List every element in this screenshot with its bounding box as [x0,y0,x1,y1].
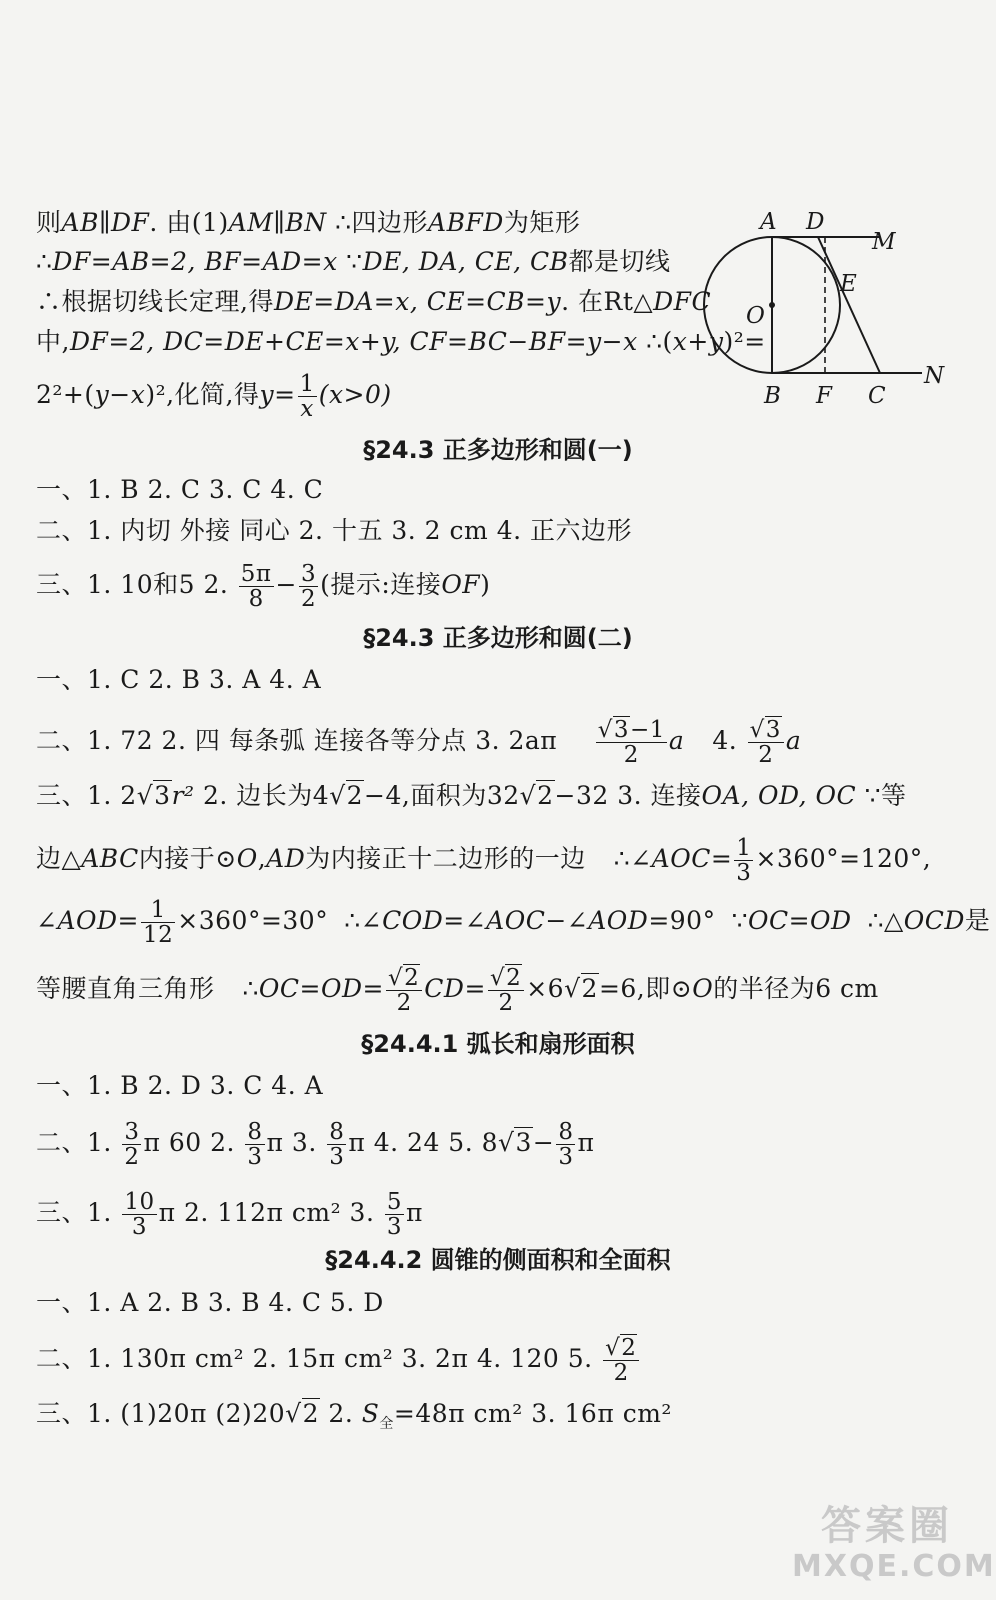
s3-part-two: 二、1. $\frac{3}{2}$ π 60 2. $\frac{8}{3}$ π 3. $\frac{8}{3}$ π 4. 24 5. 8√3− $\frac{8}{3}$ π [36,1119,595,1170]
s4-part-three: 三、1. (1)20π (2)20√2 2. $S_全=48\pi$ cm² 3. 16π cm² [36,1399,672,1432]
fraction: $\frac{8}{3}$ [329,1119,345,1170]
proof-line-5: 2²+(y−x)²,化简,得y= $\frac{1}{x}$ (x>0) [36,371,392,422]
proof-line-2: ∴DF=AB=2, BF=AD=x ∵DE, DA, CE, CB都是切线 [36,247,671,276]
center-point [769,302,775,308]
label-n: N [924,363,945,389]
s2-part-three-line-4: 等腰直角三角形 ∴OC=OD= $\frac{√2}{2}$ CD= $\frac{√2}{2}$ ×6√2=6,即⊙O的半径为6 cm [36,965,879,1016]
section-title-24-3-1: §24.3 正多边形和圆(一) [363,436,633,464]
fraction: $\frac{5}{3}$ [386,1189,402,1240]
s4-part-two: 二、1. 130π cm² 2. 15π cm² 3. 2π 4. 120 5. $\frac{√2}{2}$ [36,1336,641,1385]
s2-part-two: 二、1. 72 2. 四 每条弧 连接各等分点 3. 2aπ $\frac{√3-1}{2}$ a 4. $\frac{√3}{2}$ a [36,717,802,768]
s1-part-three: 三、1. 10和5 2. $\frac{5\pi}{8}$ − $\frac{3}{2}$ (提示:连接OF) [36,561,491,612]
s1-part-one: 一、1. B 2. C 3. C 4. C [36,475,324,504]
fraction: $\frac{√3}{2}$ [748,718,784,767]
proof-line-3: ∴根据切线长定理,得DE=DA=x, CE=CB=y. 在Rt△DFC [36,287,712,316]
s2-part-three-line-2: 边△ABC内接于⊙O,AD为内接正十二边形的一边 ∴∠AOC= $\frac{1}{3}$ ×360°=120°, [36,835,932,886]
fraction: $\frac{8}{3}$ [247,1119,263,1170]
s4-part-one: 一、1. A 2. B 3. B 4. C 5. D [36,1288,384,1317]
s3-part-three: 三、1. $\frac{10}{3}$ π 2. 112π cm² 3. $\frac{5}{3}$ π [36,1189,423,1240]
s2-part-one: 一、1. C 2. B 3. A 4. A [36,665,322,694]
watermark-logo: 答案圈 MXQE.COM [792,1503,996,1584]
fraction: $\frac{1}{3}$ [736,835,752,886]
fraction: $\frac{√2}{2}$ [488,966,524,1015]
label-o: O [746,303,765,329]
fraction: $\frac{√2}{2}$ [386,966,422,1015]
segment-dc [818,237,880,373]
s2-part-three-line-3: ∠AOD= $\frac{1}{12}$ ×360°=30° ∴∠COD=∠AOC−∠AOD=90° ∵OC=OD ∴△OCD是 [36,897,991,948]
fraction: $\frac{√3-1}{2}$ [597,717,665,768]
label-c: C [868,383,886,409]
label-b: B [764,383,781,409]
fraction: $\frac{8}{3}$ [558,1119,574,1170]
fraction: $\frac{√2}{2}$ [603,1336,639,1385]
fraction: $\frac{5\pi}{8}$ [240,561,272,612]
label-e: E [840,271,857,297]
fraction: $\frac{3}{2}$ [300,561,317,612]
s1-part-two: 二、1. 内切 外接 同心 2. 十五 3. 2 cm 4. 正六边形 [36,516,632,545]
fraction: $\frac{1}{x}$ [299,371,315,422]
section-title-24-3-2: §24.3 正多边形和圆(二) [363,624,633,652]
label-f: F [816,383,832,409]
section-title-24-4-1: §24.4.1 弧长和扇形面积 [361,1030,635,1058]
label-d: D [806,209,825,235]
section-title-24-4-2: §24.4.2 圆锥的侧面积和全面积 [325,1246,671,1274]
tangent-circle-figure [700,205,960,415]
label-m: M [872,229,896,255]
fraction: $\frac{10}{3}$ [124,1189,155,1240]
fraction: $\frac{3}{2}$ [124,1119,140,1170]
proof-line-1: 则AB∥DF. 由(1)AM∥BN ∴四边形ABFD为矩形 [36,208,581,237]
label-a: A [760,209,777,235]
s3-part-one: 一、1. B 2. D 3. C 4. A [36,1071,324,1100]
fraction: $\frac{1}{12}$ [143,897,174,948]
s2-part-three-line-1: 三、1. 2√3r² 2. 边长为4√2−4,面积为32√2−32 3. 连接OA, OD, OC ∵等 [36,781,907,810]
proof-line-4: 中,DF=2, DC=DE+CE=x+y, CF=BC−BF=y−x ∴(x+y)²= [36,327,766,356]
